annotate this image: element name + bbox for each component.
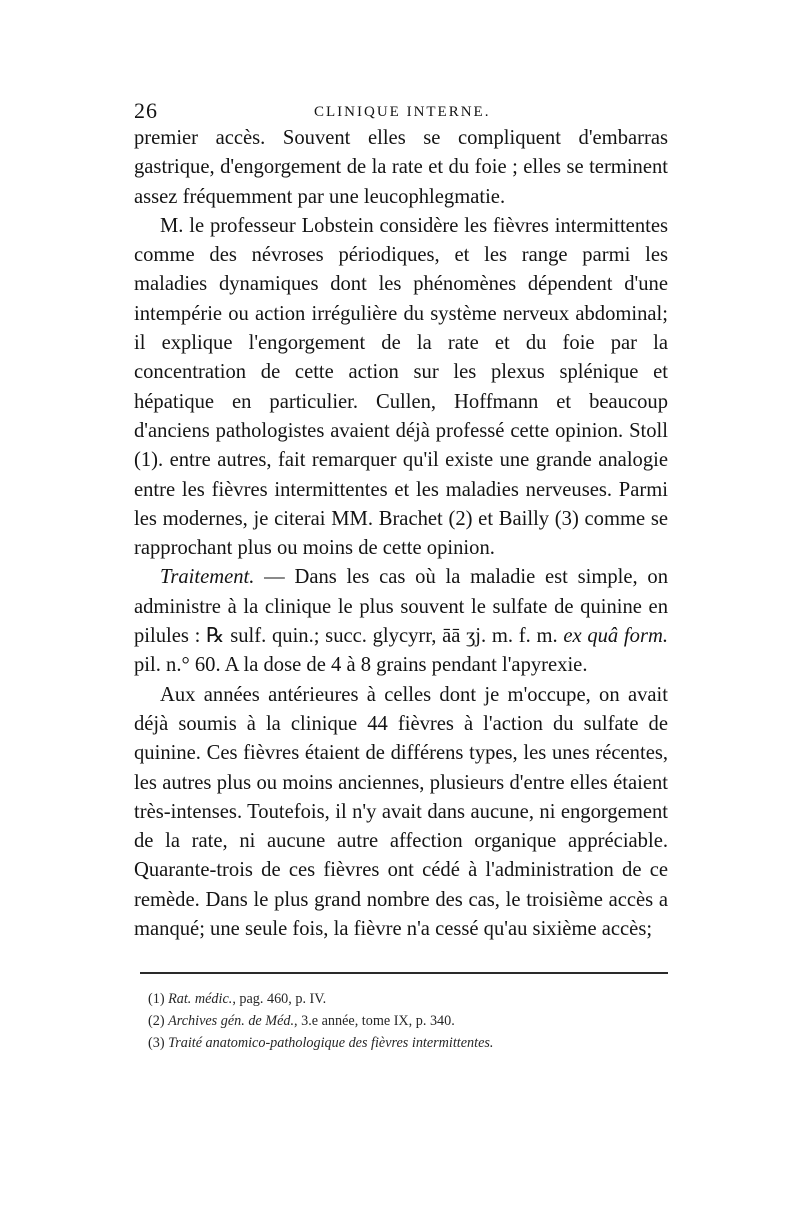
footnote-rule [140, 972, 668, 974]
paragraph-lobstein [134, 212, 668, 564]
paragraph-text: M. le professeur Lobstein considère les fièvres intermittentes comme des névroses périodiques, et les range parmi les maladies dynamiques dont les phénomènes dépendent d'une intempérie ou action irrégulière du système nerveux abdominal; il explique l'engorgement de la rate et du foie par la concentration de cette action sur les plexus splénique et hépatique en particulier. Cullen, Hoffmann et beaucoup d'anciens pathologistes avaient déjà professé cette opinion. Stoll (1). entre autres, fait remarquer qu'il existe une grande analogie entre les fièvres intermittentes et les maladies nerveuses. Parmi les modernes, je citerai MM. Brachet (2) et Bailly (3) comme se rapprochant plus ou moins de cette opinion. [134, 214, 668, 560]
paragraph-continuation [134, 124, 668, 212]
footnotes [148, 988, 668, 1054]
footnote-3 [148, 1032, 668, 1054]
footnote-citation: Traité anatomico-pathologique des fièvres intermittentes. [168, 1035, 494, 1051]
footnote-detail: , pag. 460, p. IV. [232, 991, 327, 1007]
footnote-detail: , 3.e année, tome IX, p. 340. [294, 1013, 455, 1029]
paragraph-text: premier accès. Souvent elles se compliquent d'embarras gastrique, d'engorgement de la rate et du foie ; elles se terminent assez fréquemment par une leucophlegmatie. [134, 127, 668, 208]
footnote-2 [148, 1010, 668, 1032]
running-head: CLINIQUE INTERNE. [314, 104, 491, 120]
body-text [134, 124, 668, 944]
latin-phrase: ex quâ form. [563, 625, 668, 648]
paragraph-text: pil. n.° 60. A la dose de 4 à 8 grains pendant l'apyrexie. [134, 654, 588, 677]
paragraph-text: Aux années antérieures à celles dont je m'occupe, on avait déjà soumis à la clinique 44 fièvres à l'action du sulfate de quinine. Ces fièvres étaient de différens types, les unes récentes, les autres plus ou moins anciennes, plusieurs d'entre elles étaient très-intenses. Toutefois, il n'y avait dans aucune, ni engorgement de la rate, ni aucune autre affection organique appréciable. Quarante-trois de ces fièvres ont cédé à l'administration de ce remède. Dans le plus grand nombre des cas, le troisième accès a manqué; une seule fois, la fièvre n'a cessé qu'au sixième accès; [134, 683, 668, 941]
page-number: 26 [134, 98, 158, 123]
paragraph-annees [134, 681, 668, 945]
footnote-mark: (3) [148, 1035, 165, 1051]
footnote-mark: (2) [148, 1013, 165, 1029]
footnote-citation: Archives gén. de Méd. [168, 1013, 295, 1029]
paragraph-traitement [134, 563, 668, 680]
footnote-mark: (1) [148, 991, 165, 1007]
paragraph-text: — Dans les cas où la maladie est simple, on administre à la clinique le plus souvent le sulfate de quinine en pilules : ℞ sulf. quin.; succ. glycyrr, āā ʒj. m. f. m. [134, 566, 668, 648]
footnote-1 [148, 988, 668, 1010]
footnote-citation: Rat. médic. [168, 991, 233, 1007]
section-heading-traitement: Traitement. [160, 566, 255, 589]
